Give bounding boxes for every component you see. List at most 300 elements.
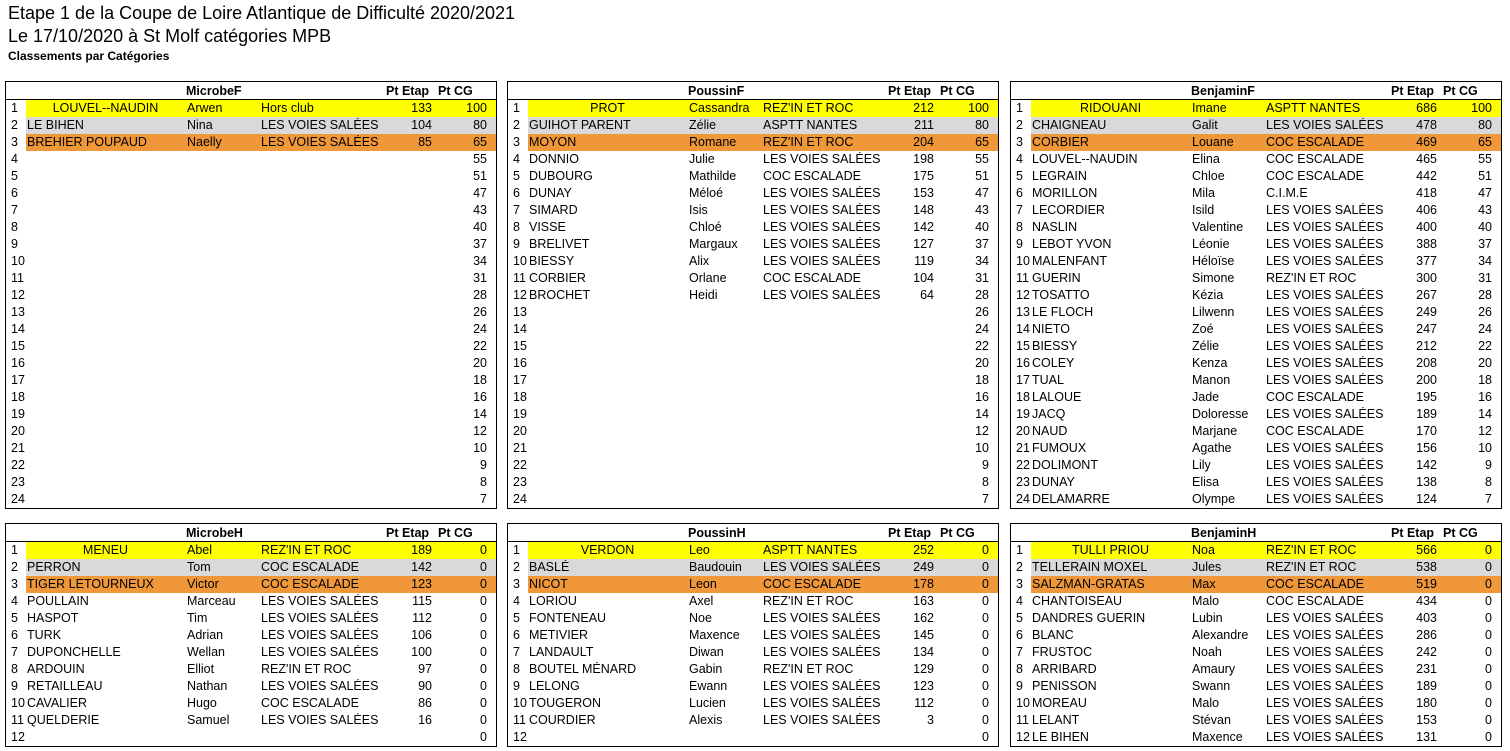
column-header-points-cg: Pt CG: [940, 84, 975, 98]
ranking-row: [508, 610, 998, 627]
ranking-row: [1011, 372, 1501, 389]
points-cg-cell: 0: [982, 662, 989, 676]
first-name-cell: Chloe: [1192, 169, 1225, 183]
first-name-cell: Isild: [1192, 203, 1215, 217]
ranking-row: [6, 406, 496, 423]
name-cell: DUNAY: [529, 186, 572, 200]
first-name-cell: Cassandra: [689, 101, 750, 115]
first-name-cell: Isis: [689, 203, 708, 217]
ranking-row: [508, 372, 998, 389]
ranking-row: [508, 474, 998, 491]
points-cg-cell: 40: [473, 220, 487, 234]
rank-cell: 12: [11, 730, 25, 744]
points-stage-cell: 153: [1416, 713, 1437, 727]
name-cell: JACQ: [1032, 407, 1066, 421]
ranking-row: [6, 593, 496, 610]
points-cg-cell: 55: [1478, 152, 1492, 166]
points-cg-cell: 0: [480, 577, 487, 591]
club-cell: COC ESCALADE: [1266, 577, 1364, 591]
club-cell: REZ'IN ET ROC: [261, 662, 352, 676]
points-cg-cell: 16: [975, 390, 989, 404]
first-name-cell: Louane: [1192, 135, 1234, 149]
points-cg-cell: 20: [473, 356, 487, 370]
points-cg-cell: 0: [1485, 679, 1492, 693]
club-cell: LES VOIES SALÉES: [1266, 237, 1384, 251]
points-stage-cell: 90: [418, 679, 432, 693]
points-stage-cell: 208: [1416, 356, 1437, 370]
first-name-cell: Imane: [1192, 101, 1227, 115]
category-title: BenjaminF: [1191, 84, 1255, 98]
name-cell: DUBOURG: [529, 169, 593, 183]
club-cell: REZ'IN ET ROC: [763, 101, 854, 115]
name-cell: GUERIN: [1032, 271, 1081, 285]
rank-cell: 6: [11, 628, 18, 642]
ranking-panel-poussin-f: [507, 81, 999, 509]
points-cg-cell: 37: [1478, 237, 1492, 251]
points-cg-cell: 22: [473, 339, 487, 353]
points-stage-cell: 156: [1416, 441, 1437, 455]
name-cell: RETAILLEAU: [27, 679, 103, 693]
points-stage-cell: 538: [1416, 560, 1437, 574]
points-stage-cell: 127: [913, 237, 934, 251]
name-cell: FONTENEAU: [529, 611, 607, 625]
ranking-panel-benjamin-h: [1010, 523, 1502, 747]
ranking-row: [508, 423, 998, 440]
name-cell: BOUTEL MÉNARD: [529, 662, 637, 676]
rank-cell: 10: [11, 254, 25, 268]
rank-cell: 7: [11, 203, 18, 217]
rank-cell: 6: [513, 628, 520, 642]
club-cell: LES VOIES SALÉES: [1266, 645, 1384, 659]
rank-cell: 12: [513, 730, 527, 744]
rank-cell: 1: [513, 101, 520, 115]
ranking-row: [6, 321, 496, 338]
rank-cell: 23: [11, 475, 25, 489]
points-cg-cell: 31: [473, 271, 487, 285]
ranking-row: [508, 440, 998, 457]
points-stage-cell: 104: [913, 271, 934, 285]
first-name-cell: Mila: [1192, 186, 1215, 200]
name-cell: NASLIN: [1032, 220, 1078, 234]
points-cg-cell: 9: [982, 458, 989, 472]
rank-cell: 1: [1016, 101, 1023, 115]
ranking-row: [1011, 338, 1501, 355]
points-stage-cell: 138: [1416, 475, 1437, 489]
rank-cell: 6: [1016, 186, 1023, 200]
points-cg-cell: 0: [480, 696, 487, 710]
points-stage-cell: 148: [913, 203, 934, 217]
points-stage-cell: 442: [1416, 169, 1437, 183]
points-cg-cell: 0: [480, 560, 487, 574]
rank-cell: 12: [513, 288, 527, 302]
ranking-row: [1011, 695, 1501, 712]
ranking-row: [508, 185, 998, 202]
name-cell: ARDOUIN: [27, 662, 85, 676]
points-stage-cell: 133: [411, 101, 432, 115]
rank-cell: 5: [1016, 169, 1023, 183]
category-title: PoussinF: [688, 84, 745, 98]
points-cg-cell: 16: [473, 390, 487, 404]
first-name-cell: Hugo: [187, 696, 217, 710]
ranking-row: [508, 287, 998, 304]
club-cell: LES VOIES SALÉES: [1266, 475, 1384, 489]
club-cell: LES VOIES SALÉES: [763, 203, 881, 217]
points-cg-cell: 0: [1485, 611, 1492, 625]
first-name-cell: Heidi: [689, 288, 718, 302]
ranking-row: [508, 219, 998, 236]
club-cell: COC ESCALADE: [1266, 594, 1364, 608]
first-name-cell: Elliot: [187, 662, 215, 676]
club-cell: LES VOIES SALÉES: [1266, 356, 1384, 370]
name-cell: COLEY: [1032, 356, 1075, 370]
first-name-cell: Margaux: [689, 237, 738, 251]
first-name-cell: Wellan: [187, 645, 225, 659]
first-name-cell: Lucien: [689, 696, 726, 710]
rank-cell: 24: [1016, 492, 1030, 506]
points-stage-cell: 178: [913, 577, 934, 591]
category-title: MicrobeH: [186, 526, 243, 540]
rank-cell: 16: [11, 356, 25, 370]
name-cell: PENISSON: [1032, 679, 1097, 693]
club-cell: LES VOIES SALÉES: [261, 118, 379, 132]
ranking-row: [508, 134, 998, 151]
first-name-cell: Méloé: [689, 186, 724, 200]
first-name-cell: Samuel: [187, 713, 230, 727]
ranking-row: [6, 440, 496, 457]
column-header-points-stage: Pt Etap: [386, 84, 430, 98]
column-header-points-stage: Pt Etap: [888, 84, 932, 98]
ranking-panel-microbe-f: [5, 81, 497, 509]
rank-cell: 4: [11, 152, 18, 166]
column-header-points-stage: Pt Etap: [386, 526, 430, 540]
ranking-row: [508, 695, 998, 712]
rank-cell: 2: [11, 560, 18, 574]
rank-cell: 17: [513, 373, 527, 387]
first-name-cell: Maxence: [1192, 730, 1243, 744]
club-cell: LES VOIES SALÉES: [763, 288, 881, 302]
name-cell: DOLIMONT: [1032, 458, 1098, 472]
club-cell: COC ESCALADE: [1266, 169, 1364, 183]
points-cg-cell: 10: [1478, 441, 1492, 455]
ranking-row: [508, 253, 998, 270]
points-cg-cell: 7: [480, 492, 487, 506]
club-cell: C.I.M.E: [1266, 186, 1308, 200]
points-cg-cell: 9: [480, 458, 487, 472]
rank-cell: 23: [1016, 475, 1030, 489]
rank-cell: 12: [1016, 730, 1030, 744]
first-name-cell: Malo: [1192, 696, 1220, 710]
ranking-row: [508, 457, 998, 474]
rank-cell: 8: [11, 662, 18, 676]
category-title: BenjaminH: [1191, 526, 1257, 540]
column-header-points-stage: Pt Etap: [888, 526, 932, 540]
first-name-cell: Héloïse: [1192, 254, 1235, 268]
points-stage-cell: 86: [418, 696, 432, 710]
rank-cell: 19: [1016, 407, 1030, 421]
ranking-row: [6, 202, 496, 219]
name-cell: RIDOUANI: [1079, 101, 1142, 115]
first-name-cell: Lily: [1192, 458, 1211, 472]
ranking-row: [1011, 627, 1501, 644]
points-cg-cell: 8: [480, 475, 487, 489]
ranking-row: [1011, 457, 1501, 474]
name-cell: ARRIBARD: [1032, 662, 1097, 676]
rank-cell: 15: [1016, 339, 1030, 353]
ranking-row: [6, 627, 496, 644]
first-name-cell: Baudouin: [689, 560, 742, 574]
rank-cell: 12: [1016, 288, 1030, 302]
points-cg-cell: 34: [1478, 254, 1492, 268]
ranking-row: [508, 559, 998, 576]
ranking-row: [6, 236, 496, 253]
points-stage-cell: 211: [914, 118, 934, 132]
first-name-cell: Chloé: [689, 220, 722, 234]
rank-cell: 10: [11, 696, 25, 710]
first-name-cell: Zélie: [689, 118, 717, 132]
club-cell: LES VOIES SALÉES: [1266, 254, 1384, 268]
points-stage-cell: 112: [914, 696, 934, 710]
name-cell: MOYON: [529, 135, 577, 149]
rank-cell: 11: [11, 713, 24, 727]
points-cg-cell: 24: [975, 322, 989, 336]
club-cell: LES VOIES SALÉES: [763, 254, 881, 268]
rank-cell: 9: [11, 237, 18, 251]
first-name-cell: Arwen: [187, 101, 223, 115]
rank-cell: 22: [513, 458, 527, 472]
club-cell: LES VOIES SALÉES: [261, 679, 379, 693]
points-cg-cell: 0: [1485, 560, 1492, 574]
club-cell: LES VOIES SALÉES: [763, 611, 881, 625]
ranking-row: [1011, 219, 1501, 236]
points-cg-cell: 26: [1478, 305, 1492, 319]
ranking-row: [1011, 406, 1501, 423]
points-cg-cell: 26: [473, 305, 487, 319]
name-cell: MENEU: [82, 543, 129, 557]
rank-cell: 21: [1016, 441, 1030, 455]
ranking-row: [1011, 202, 1501, 219]
ranking-row: [1011, 474, 1501, 491]
club-cell: COC ESCALADE: [1266, 424, 1364, 438]
ranking-row: [6, 542, 496, 559]
rank-cell: 2: [513, 118, 520, 132]
club-cell: LES VOIES SALÉES: [1266, 288, 1384, 302]
name-cell: LE BIHEN: [1032, 730, 1089, 744]
club-cell: COC ESCALADE: [763, 271, 861, 285]
points-cg-cell: 0: [982, 696, 989, 710]
rank-cell: 9: [11, 679, 18, 693]
ranking-panel-benjamin-f: [1010, 81, 1502, 509]
rank-cell: 21: [11, 441, 25, 455]
rank-cell: 1: [11, 101, 18, 115]
rank-cell: 20: [11, 424, 25, 438]
points-cg-cell: 0: [1485, 628, 1492, 642]
club-cell: REZ'IN ET ROC: [763, 135, 854, 149]
club-cell: LES VOIES SALÉES: [1266, 458, 1384, 472]
points-cg-cell: 0: [982, 713, 989, 727]
club-cell: ASPTT NANTES: [763, 118, 858, 132]
rank-cell: 7: [1016, 645, 1023, 659]
ranking-row: [508, 661, 998, 678]
points-cg-cell: 14: [473, 407, 487, 421]
name-cell: LE BIHEN: [27, 118, 84, 132]
name-cell: LEBOT YVON: [1032, 237, 1112, 251]
first-name-cell: Malo: [1192, 594, 1220, 608]
rank-cell: 23: [513, 475, 527, 489]
first-name-cell: Stévan: [1192, 713, 1231, 727]
name-cell: CHAIGNEAU: [1032, 118, 1107, 132]
points-cg-cell: 51: [473, 169, 487, 183]
first-name-cell: Max: [1192, 577, 1216, 591]
name-cell: TELLERAIN MOXEL: [1032, 560, 1148, 574]
points-stage-cell: 104: [411, 118, 432, 132]
points-cg-cell: 100: [466, 101, 487, 115]
points-stage-cell: 286: [1416, 628, 1437, 642]
name-cell: LECORDIER: [1032, 203, 1105, 217]
ranking-row: [508, 406, 998, 423]
points-cg-cell: 28: [1478, 288, 1492, 302]
ranking-row: [508, 100, 998, 117]
points-stage-cell: 519: [1416, 577, 1437, 591]
name-cell: DELAMARRE: [1032, 492, 1110, 506]
points-stage-cell: 180: [1416, 696, 1437, 710]
rank-cell: 11: [11, 271, 24, 285]
ranking-row: [1011, 559, 1501, 576]
first-name-cell: Swann: [1192, 679, 1231, 693]
column-header-points-cg: Pt CG: [1443, 526, 1478, 540]
points-cg-cell: 20: [975, 356, 989, 370]
panel-header: [1011, 82, 1501, 100]
club-cell: LES VOIES SALÉES: [261, 611, 379, 625]
first-name-cell: Mathilde: [689, 169, 737, 183]
club-cell: LES VOIES SALÉES: [1266, 305, 1384, 319]
points-cg-cell: 0: [982, 543, 989, 557]
club-cell: COC ESCALADE: [763, 577, 861, 591]
rank-cell: 15: [11, 339, 25, 353]
ranking-row: [6, 474, 496, 491]
points-stage-cell: 162: [913, 611, 934, 625]
club-cell: LES VOIES SALÉES: [1266, 628, 1384, 642]
points-cg-cell: 0: [480, 730, 487, 744]
ranking-row: [6, 219, 496, 236]
ranking-row: [6, 695, 496, 712]
club-cell: LES VOIES SALÉES: [763, 237, 881, 251]
name-cell: LELANT: [1032, 713, 1080, 727]
points-cg-cell: 16: [1478, 390, 1492, 404]
first-name-cell: Adrian: [187, 628, 224, 642]
first-name-cell: Victor: [187, 577, 219, 591]
ranking-row: [508, 117, 998, 134]
first-name-cell: Naelly: [187, 135, 222, 149]
name-cell: CORBIER: [529, 271, 586, 285]
ranking-row: [6, 457, 496, 474]
rank-cell: 24: [513, 492, 527, 506]
points-cg-cell: 0: [1485, 696, 1492, 710]
points-cg-cell: 0: [480, 662, 487, 676]
first-name-cell: Axel: [689, 594, 714, 608]
club-cell: LES VOIES SALÉES: [763, 628, 881, 642]
first-name-cell: Diwan: [689, 645, 724, 659]
club-cell: LES VOIES SALÉES: [763, 560, 881, 574]
ranking-row: [1011, 151, 1501, 168]
rank-cell: 6: [11, 186, 18, 200]
panel-header: [1011, 524, 1501, 542]
points-stage-cell: 247: [1416, 322, 1437, 336]
rank-cell: 1: [1016, 543, 1023, 557]
rank-cell: 13: [513, 305, 527, 319]
rank-cell: 5: [11, 611, 18, 625]
ranking-row: [1011, 100, 1501, 117]
name-cell: MOREAU: [1032, 696, 1087, 710]
first-name-cell: Jules: [1192, 560, 1222, 574]
points-stage-cell: 115: [412, 594, 432, 608]
rank-cell: 2: [11, 118, 18, 132]
ranking-row: [6, 151, 496, 168]
name-cell: LE FLOCH: [1032, 305, 1094, 319]
points-cg-cell: 0: [1485, 730, 1492, 744]
rank-cell: 6: [1016, 628, 1023, 642]
panel-header: [508, 82, 998, 100]
club-cell: LES VOIES SALÉES: [261, 713, 379, 727]
rank-cell: 9: [1016, 679, 1023, 693]
first-name-cell: Nina: [187, 118, 213, 132]
ranking-row: [508, 321, 998, 338]
points-stage-cell: 112: [412, 611, 432, 625]
points-stage-cell: 242: [1416, 645, 1437, 659]
points-stage-cell: 142: [913, 220, 934, 234]
rank-cell: 20: [513, 424, 527, 438]
ranking-row: [508, 270, 998, 287]
club-cell: COC ESCALADE: [261, 577, 359, 591]
first-name-cell: Agathe: [1192, 441, 1232, 455]
first-name-cell: Julie: [689, 152, 715, 166]
points-stage-cell: 686: [1416, 101, 1437, 115]
rank-cell: 13: [1016, 305, 1030, 319]
club-cell: LES VOIES SALÉES: [1266, 220, 1384, 234]
points-cg-cell: 18: [1478, 373, 1492, 387]
rank-cell: 2: [1016, 118, 1023, 132]
rank-cell: 2: [513, 560, 520, 574]
ranking-row: [508, 151, 998, 168]
rank-cell: 15: [513, 339, 527, 353]
points-cg-cell: 0: [480, 645, 487, 659]
points-cg-cell: 14: [975, 407, 989, 421]
rank-cell: 16: [513, 356, 527, 370]
first-name-cell: Olympe: [1192, 492, 1236, 506]
points-cg-cell: 31: [1478, 271, 1492, 285]
column-header-points-cg: Pt CG: [1443, 84, 1478, 98]
rank-cell: 10: [513, 696, 527, 710]
club-cell: LES VOIES SALÉES: [1266, 203, 1384, 217]
points-cg-cell: 47: [975, 186, 989, 200]
name-cell: VISSE: [529, 220, 566, 234]
points-cg-cell: 0: [480, 543, 487, 557]
ranking-row: [1011, 270, 1501, 287]
column-header-points-cg: Pt CG: [940, 526, 975, 540]
ranking-row: [508, 491, 998, 508]
club-cell: LES VOIES SALÉES: [763, 220, 881, 234]
points-cg-cell: 43: [1478, 203, 1492, 217]
points-cg-cell: 40: [1478, 220, 1492, 234]
points-stage-cell: 566: [1416, 543, 1437, 557]
club-cell: LES VOIES SALÉES: [763, 679, 881, 693]
club-cell: LES VOIES SALÉES: [1266, 322, 1384, 336]
points-stage-cell: 153: [913, 186, 934, 200]
rank-cell: 7: [513, 203, 520, 217]
club-cell: REZ'IN ET ROC: [1266, 271, 1357, 285]
points-stage-cell: 189: [411, 543, 432, 557]
points-cg-cell: 47: [473, 186, 487, 200]
club-cell: COC ESCALADE: [1266, 152, 1364, 166]
